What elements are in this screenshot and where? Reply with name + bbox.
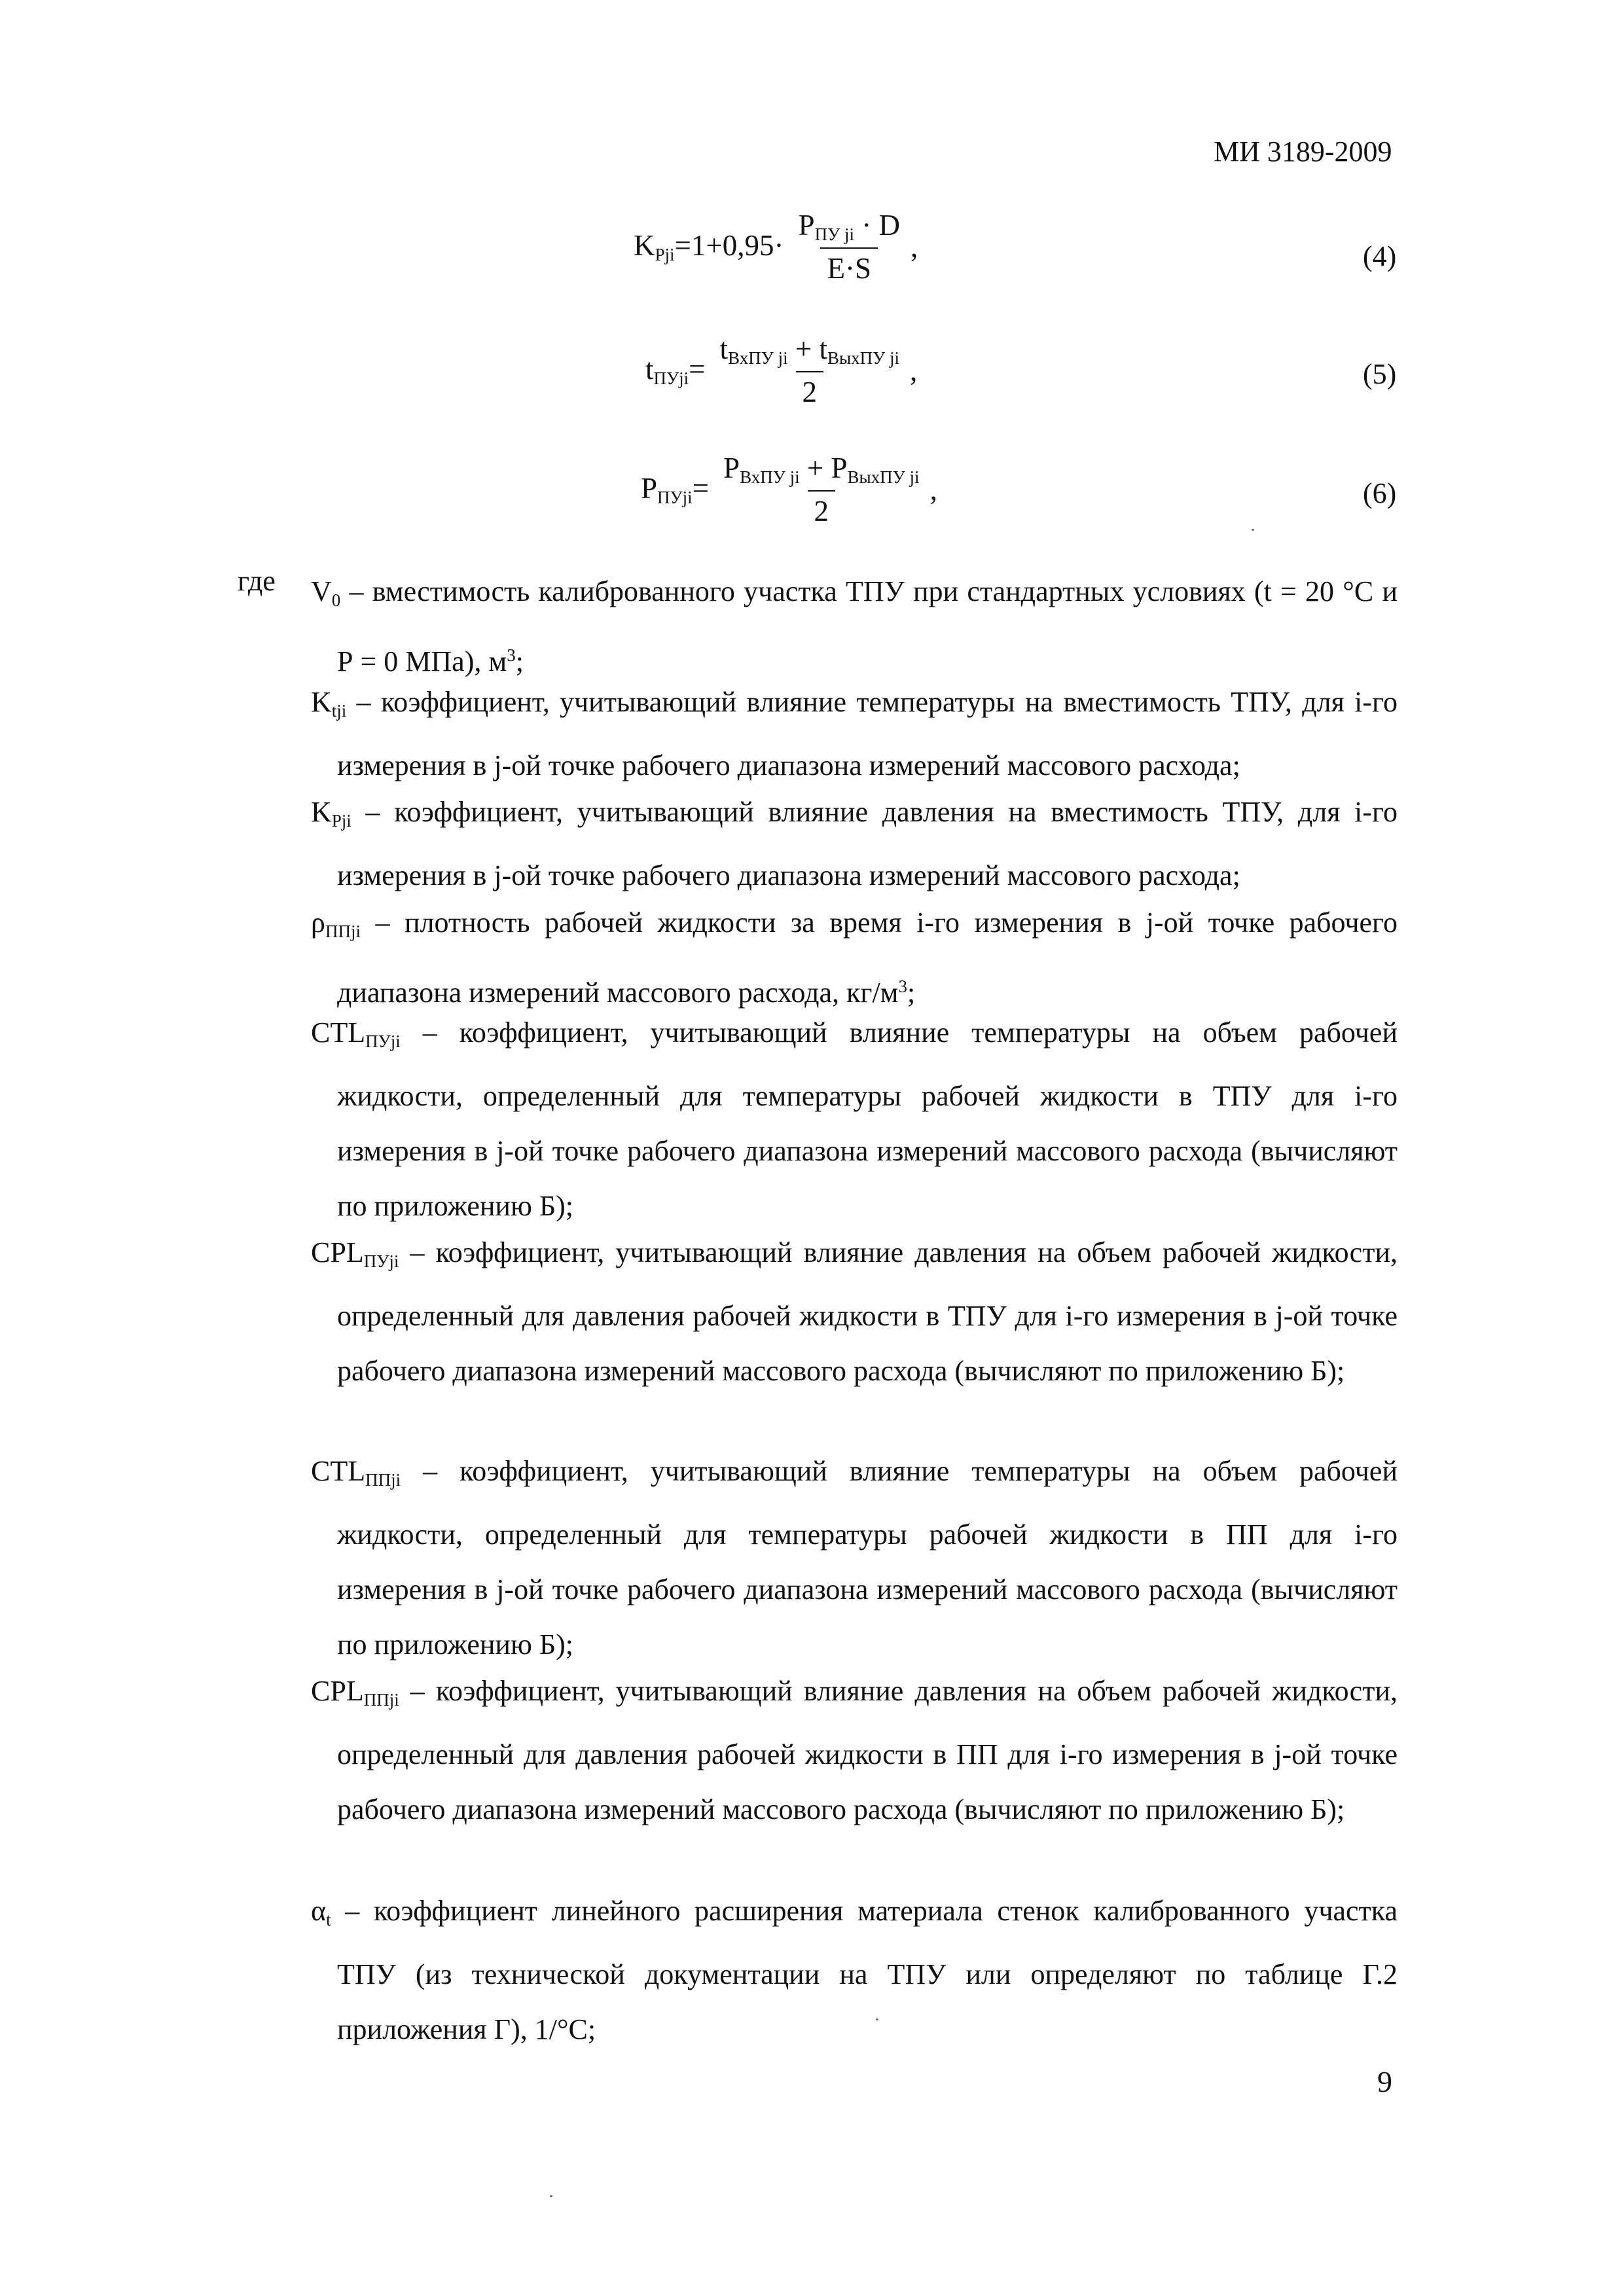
formula-6-denominator: 2	[808, 490, 836, 528]
formula-6-num-a-symbol: P	[723, 452, 740, 484]
scan-speck	[550, 2195, 552, 2197]
definition-symbol: ρ	[311, 906, 325, 939]
definition-ctl-puji	[311, 1005, 1398, 1234]
formula-6-lhs-symbol: P	[641, 472, 658, 505]
formula-4-numerator	[792, 208, 907, 247]
definition-text: – вместимость калиброванного участка ТПУ при стандартных условиях (t = 20 °С и Р = 0 МПа), м	[337, 575, 1398, 677]
formula-4-prefix: 1+0,95·	[691, 229, 784, 262]
definition-text: – коэффициент, учитывающий влияние температуры на вместимость ТПУ, для i-го измерения в j-ой точке рабочего диапазона измерений массового расхода;	[337, 686, 1398, 781]
formula-5-numerator	[713, 332, 906, 371]
formula-6-num-b-subscript: ВыхПУ ji	[847, 467, 920, 487]
formula-5-num-a-subscript: ВхПУ ji	[728, 348, 788, 368]
scan-speck	[1252, 529, 1254, 531]
page-number: 9	[1377, 2065, 1392, 2098]
formula-4-comma: ,	[910, 230, 918, 263]
formula-5-num-b-symbol: t	[819, 332, 827, 365]
formula-4-lhs-subscript: Pji	[655, 245, 675, 264]
formula-5-equals: =	[689, 353, 706, 386]
formula-6-fraction	[717, 451, 926, 528]
equation-number-5: (5)	[1363, 358, 1397, 390]
definition-symbol: α	[311, 1895, 327, 1927]
definition-text: – плотность рабочей жидкости за время i-го измерения в j-ой точке рабочего диапазона измерений массового расхода, кг/м	[337, 906, 1398, 1009]
formula-4-fraction	[792, 208, 907, 285]
scan-speck	[876, 2018, 878, 2020]
formula-6-lhs-subscript: ПУji	[657, 488, 693, 507]
definition-rho-ppji	[311, 895, 1398, 1020]
formula-4-num-symbol: P	[798, 209, 815, 242]
where-label: где	[238, 565, 276, 597]
definition-subscript: Pji	[331, 811, 352, 831]
definition-text: – коэффициент, учитывающий влияние температуры на объем рабочей жидкости, определенный для температуры рабочей жидкости в ПП для i-го измерения в j-ой точке рабочего диапазона измерений массового расхода (вычисляют по приложению Б);	[337, 1455, 1398, 1660]
definition-symbol: CPL	[311, 1236, 364, 1268]
definition-symbol: CTL	[311, 1016, 366, 1049]
formula-6-num-a-subscript: ВхПУ ji	[740, 467, 800, 487]
formula-6-lhs	[641, 471, 709, 508]
formula-4	[634, 208, 918, 285]
formula-5-num-a-symbol: t	[719, 332, 729, 365]
definition-symbol: CTL	[311, 1455, 366, 1487]
formula-6-comma: ,	[929, 473, 937, 506]
definition-ctl-ppji	[311, 1444, 1398, 1672]
formula-4-equals: =	[674, 229, 691, 262]
formula-5-num-b-subscript: ВыхПУ ji	[827, 348, 900, 368]
formula-5-comma: ,	[910, 354, 918, 387]
definition-subscript: ППji	[325, 922, 361, 941]
formula-4-num-tail: · D	[854, 209, 900, 242]
definition-symbol: K	[311, 686, 332, 718]
definition-subscript: ПУji	[365, 1031, 401, 1051]
definition-subscript: 0	[331, 590, 341, 610]
equation-number-6: (6)	[1363, 477, 1397, 509]
definition-v0	[311, 564, 1398, 689]
formula-5	[645, 332, 917, 409]
definition-text: – коэффициент, учитывающий влияние давления на объем рабочей жидкости, определенный для давления рабочей жидкости в ПП для i-го измерения в j-ой точке рабочего диапазона измерений массового расхода (вычисляют по приложению Б);	[337, 1675, 1398, 1825]
definition-text: – коэффициент, учитывающий влияние давления на объем рабочей жидкости, определенный для давления рабочей жидкости в ТПУ для i-го измерения в j-ой точке рабочего диапазона измерений массового расхода (вычисляют по приложению Б);	[337, 1236, 1398, 1387]
definition-subscript: ПУji	[363, 1251, 399, 1271]
definition-cpl-ppji	[311, 1664, 1398, 1837]
formula-4-lhs-symbol: K	[634, 229, 655, 262]
definition-subscript: ППji	[365, 1470, 401, 1490]
definition-symbol: K	[311, 796, 332, 828]
definition-kpji	[311, 785, 1398, 903]
document-code: МИ 3189-2009	[1214, 135, 1392, 168]
formula-6	[641, 451, 937, 528]
definition-text: – коэффициент линейного расширения материала стенок калиброванного участка ТПУ (из технической документации на ТПУ или определяют по таблице Г.2 приложения Г), 1/°С;	[331, 1895, 1398, 2045]
formula-6-plus: +	[799, 452, 831, 484]
formula-5-lhs	[645, 352, 706, 389]
definition-text: – коэффициент, учитывающий влияние температуры на объем рабочей жидкости, определенный для температуры рабочей жидкости в ТПУ для i-го измерения в j-ой точке рабочего диапазона измерений массового расхода (вычисляют по приложению Б);	[337, 1016, 1398, 1222]
formula-6-num-b-symbol: P	[831, 452, 848, 484]
equation-number-4: (4)	[1363, 240, 1397, 272]
formula-6-equals: =	[692, 472, 710, 505]
formula-5-denominator: 2	[796, 371, 824, 409]
definition-symbol: CPL	[311, 1675, 364, 1707]
definition-text: – коэффициент, учитывающий влияние давления на вместимость ТПУ, для i-го измерения в j-ой точке рабочего диапазона измерений массового расхода;	[337, 796, 1398, 891]
formula-5-lhs-symbol: t	[645, 353, 654, 386]
formula-5-fraction	[713, 332, 906, 409]
definition-symbol: V	[311, 575, 332, 607]
formula-4-lhs	[634, 228, 784, 265]
formula-5-plus: +	[787, 332, 820, 365]
definition-subscript: t	[326, 1910, 331, 1929]
definition-alpha-t	[311, 1884, 1398, 2057]
definition-superscript: 3	[507, 645, 516, 665]
definition-ktji	[311, 675, 1398, 793]
definition-subscript: ППji	[363, 1690, 399, 1710]
definition-tail: ;	[515, 645, 524, 677]
definition-subscript: tji	[331, 701, 347, 721]
formula-4-denominator: E·S	[820, 247, 878, 285]
formula-6-numerator	[717, 451, 926, 490]
formula-5-lhs-subscript: ПУji	[653, 368, 689, 388]
definition-cpl-puji	[311, 1225, 1398, 1399]
formula-4-num-subscript: ПУ ji	[814, 224, 854, 244]
definition-superscript: 3	[898, 977, 908, 996]
definition-tail: ;	[907, 977, 916, 1009]
